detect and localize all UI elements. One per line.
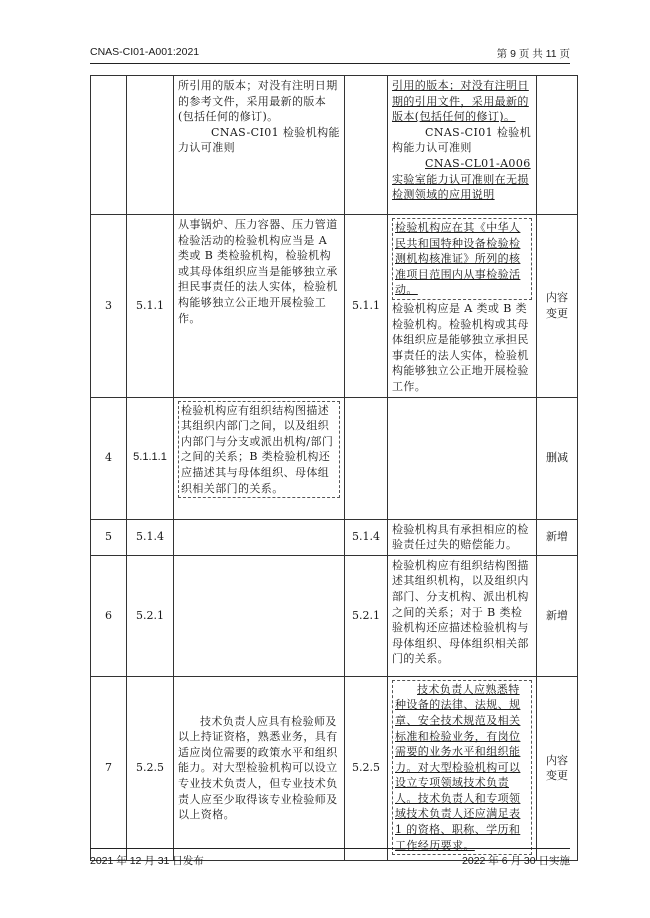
old-text: [174, 519, 345, 555]
row-number: 7: [91, 676, 127, 860]
row-number: 5: [91, 519, 127, 555]
old-clause: 5.1.4: [127, 519, 174, 555]
remark: 新增: [537, 519, 578, 555]
document-id: CNAS-CI01-A001:2021: [90, 46, 200, 58]
new-text-body: 引用的版本；对没有注明日期的引用文件，采用最新的版本(包括任何的修订)。: [392, 79, 529, 124]
table-row: [91, 215, 578, 398]
table-row: [91, 555, 578, 676]
table-row: [91, 76, 578, 215]
old-reference: CNAS-CI01 检验机构能力认可准则: [178, 125, 340, 155]
old-text: [174, 76, 345, 215]
new-clause: 5.2.5: [345, 676, 388, 860]
new-clause: 5.1.4: [345, 519, 388, 555]
row-number: 6: [91, 555, 127, 676]
new-text-changed: 技术负责人应熟悉特种设备的法律、法规、规章、安全技术规范及相关标准和检验业务，有岗位需要的业务水平和组织能力。对大型检验机构可以设立专项领域技术负责人。技术负责人和专项领域技术负责人还应满足表 1 的资格、职称、学历和工作经历要求。: [392, 680, 532, 856]
page-footer: [90, 853, 570, 869]
new-clause: [345, 76, 388, 215]
page-info: 第 9 页 共 11 页: [496, 48, 570, 60]
old-text-body: 所引用的版本；对没有注明日期的参考文件，采用最新的版本(包括任何的修订)。: [178, 79, 338, 124]
footer-rule: [90, 848, 570, 849]
old-clause: 5.1.1: [127, 215, 174, 398]
page-header: [90, 46, 570, 62]
old-text: [174, 676, 345, 860]
remark: 内容变更: [537, 215, 578, 398]
old-clause: 5.1.1.1: [127, 397, 174, 519]
new-text: 检验机构具有承担相应的检验责任过失的赔偿能力。: [388, 519, 537, 555]
new-text-changed: 检验机构应在其《中华人民共和国特种设备检验检测机构核准证》所列的核准项目范围内从事检验活动。: [392, 218, 532, 300]
remark: 内容变更: [537, 676, 578, 860]
remark: 新增: [537, 555, 578, 676]
old-clause: 5.2.1: [127, 555, 174, 676]
table-row: [91, 397, 578, 519]
effective-date: 2022 年 6 月 30 日实施: [462, 855, 570, 867]
new-text-body: 检验机构应是 A 类或 B 类检验机构。检验机构或其母体组织应是能够独立承担民事责任的法人实体，检验机构能够独立公正地开展检验工作。: [392, 301, 529, 393]
publish-date: 2021 年 12 月 31 日发布: [90, 855, 204, 867]
old-text-body: 技术负责人应具有检验师及以上持证资格，熟悉业务，具有适应岗位需要的政策水平和组织能力。对大型检验机构可以设立专业技术负责人，但专业技术负责人应至少取得该专业检验师及以上资格。: [178, 714, 338, 822]
new-clause: 5.2.1: [345, 555, 388, 676]
new-text: [388, 676, 537, 860]
old-text: [174, 555, 345, 676]
new-reference-2: CNAS-CL01-A006 实验室能力认可准则在无损检测领域的应用说明: [392, 156, 531, 202]
row-number: 4: [91, 397, 127, 519]
new-clause: [345, 397, 388, 519]
old-clause: [127, 76, 174, 215]
row-number: 3: [91, 215, 127, 398]
new-reference-1: CNAS-CI01 检验机构能力认可准则: [392, 125, 532, 155]
table-row: [91, 519, 578, 555]
remark: 删减: [537, 397, 578, 519]
remark: [537, 76, 578, 215]
table-row: [91, 676, 578, 860]
old-clause: 5.2.5: [127, 676, 174, 860]
new-text: [388, 215, 537, 398]
old-text-deleted: 检验机构应有组织结构图描述其组织内部门之间，以及组织内部门与分支或派出机构/部门之间的关系；B 类检验机构还应描述其与母体组织、母体组织相关部门的关系。: [178, 401, 340, 499]
new-text: [388, 397, 537, 519]
new-text: [388, 76, 537, 215]
new-clause: 5.1.1: [345, 215, 388, 398]
comparison-table: [90, 75, 578, 861]
new-text: 检验机构应有组织结构图描述其组织机构，以及组织内部门、分支机构、派出机构之间的关系；对于 B 类检验机构还应描述检验机构与母体组织、母体组织相关部门的关系。: [388, 555, 537, 676]
old-text: 从事锅炉、压力容器、压力管道检验活动的检验机构应当是 A 类或 B 类检验机构，检验机构或其母体组织应当是能够独立承担民事责任的法人实体，检验机构能够独立公正地开展检验工作。: [174, 215, 345, 398]
header-rule: [90, 63, 570, 64]
row-number: [91, 76, 127, 215]
old-text: [174, 397, 345, 519]
